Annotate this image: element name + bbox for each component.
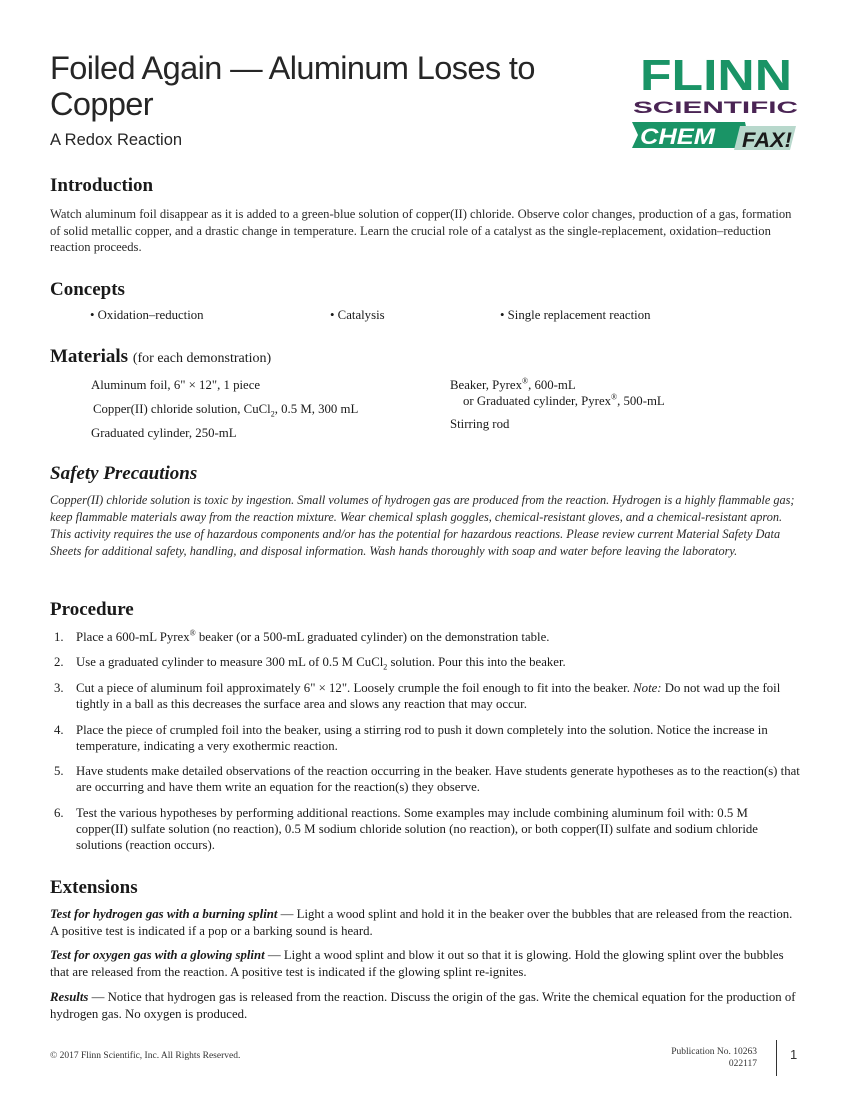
document-subtitle: A Redox Reaction	[50, 131, 183, 149]
material-item: Beaker, Pyrex®, 600-mL	[450, 376, 576, 392]
concept-item: • Single replacement reaction	[500, 308, 651, 322]
publication-number: Publication No. 10263	[671, 1047, 757, 1057]
extension-item: Test for hydrogen gas with a burning splint — Light a wood splint and hold it in the beaker over the bubbles that are released from the reaction. A positive test is indicated if a pop or a barking sound is heard.	[50, 907, 793, 938]
document-title: Foiled Again — Aluminum Loses to Copper	[50, 50, 535, 122]
page-number: 1	[790, 1047, 798, 1062]
introduction-heading: Introduction	[50, 175, 154, 196]
materials-note: (for each demonstration)	[132, 351, 272, 366]
footer-divider	[776, 1040, 777, 1076]
introduction-text: Watch aluminum foil disappear as it is added to a green-blue solution of copper(II) chloride. Observe color changes, production of a gas, formation of solid metallic copper, and a drastic change in temperature. Learn the crucial role of a catalyst as the single-replacement, oxidation–reduction reaction proceeds.	[50, 207, 792, 254]
concept-item: • Catalysis	[330, 308, 385, 322]
concepts-heading: Concepts	[50, 279, 125, 300]
copyright: © 2017 Flinn Scientific, Inc. All Rights Reserved.	[50, 1051, 241, 1061]
safety-heading: Safety Precautions	[50, 463, 198, 484]
extension-item: Results — Notice that hydrogen gas is released from the reaction. Discuss the origin of the gas. Write the chemical equation for the production of hydrogen gas. No oxygen is produced.	[50, 990, 796, 1021]
material-item: or Graduated cylinder, Pyrex®, 500-mL	[463, 392, 665, 408]
logo-scientific: SCIENTIFIC	[633, 98, 798, 117]
materials-heading-text: Materials	[50, 346, 129, 367]
logo-chem: CHEM	[640, 124, 716, 149]
logo-flinn: FLINN	[640, 51, 792, 100]
materials-heading	[50, 346, 271, 368]
logo-fax: FAX!	[742, 129, 792, 152]
extension-item: Test for oxygen gas with a glowing splint — Light a wood splint and blow it out so that it is glowing. Hold the glowing splint over the bubbles that are released from the reaction. A positive test is indicated if the glowing splint re-ignites.	[50, 948, 784, 979]
procedure-heading: Procedure	[50, 599, 134, 620]
flinn-chemfax-logo	[630, 48, 805, 152]
concept-item: • Oxidation–reduction	[90, 308, 204, 322]
extensions-heading: Extensions	[50, 877, 138, 898]
material-item: Aluminum foil, 6" × 12", 1 piece	[91, 378, 261, 392]
publication-code: 022117	[728, 1058, 757, 1069]
material-item: Graduated cylinder, 250-mL	[91, 426, 237, 440]
material-item: Copper(II) chloride solution, CuCl$_2$, 0.5 M, 300 mL	[93, 402, 359, 419]
publication-info	[671, 1047, 757, 1070]
safety-text: Copper(II) chloride solution is toxic by ingestion. Small volumes of hydrogen gas are produced from the reaction. Hydrogen is a highly flammable gas; keep flammable materials away from the reaction mixture. Wear chemical splash goggles, chemical-resistant gloves, and a chemical-resistant apron. This activity requires the use of hazardous components and/or has the potential for hazardous reactions. Please review current Material Safety Data Sheets for additional safety, handling, and disposal information. Wash hands thoroughly with soap and water before leaving the laboratory.	[50, 493, 795, 558]
material-item: Stirring rod	[450, 417, 510, 431]
